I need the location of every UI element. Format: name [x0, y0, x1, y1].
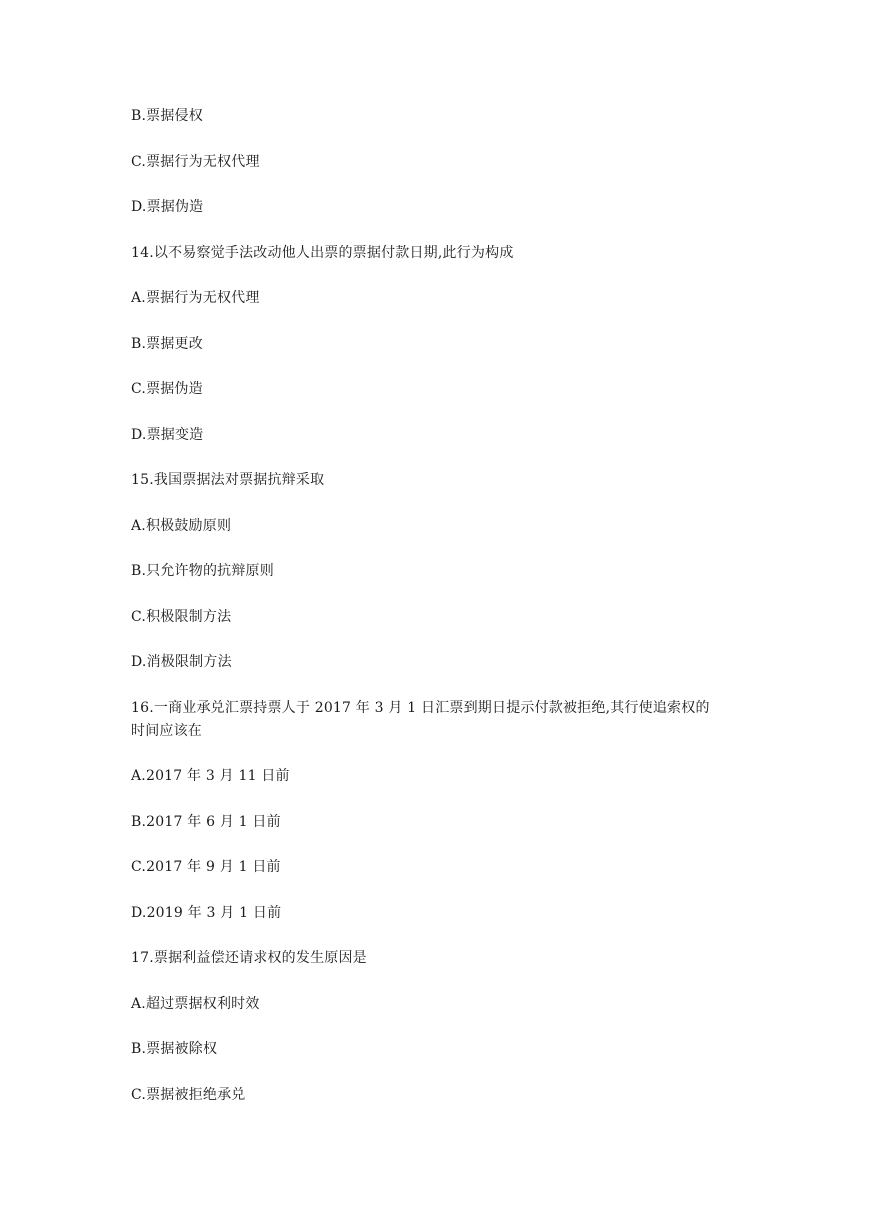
q15-option-c: C.积极限制方法 [131, 609, 232, 625]
q15-option-a: A.积极鼓励原则 [131, 518, 232, 534]
q17-stem: 17.票据利益偿还请求权的发生原因是 [131, 950, 367, 966]
q16-option-a: A.2017 年 3 月 11 日前 [131, 768, 290, 784]
q16-option-d: D.2019 年 3 月 1 日前 [131, 905, 282, 921]
q13-option-c: C.票据行为无权代理 [131, 154, 260, 170]
q14-option-b: B.票据更改 [131, 336, 203, 352]
q15-option-b: B.只允许物的抗辩原则 [131, 563, 274, 579]
q14-option-d: D.票据变造 [131, 427, 204, 443]
q16-option-b: B.2017 年 6 月 1 日前 [131, 814, 281, 830]
q15-option-d: D.消极限制方法 [131, 654, 232, 670]
q13-option-d: D.票据伪造 [131, 199, 204, 215]
q14-stem: 14.以不易察觉手法改动他人出票的票据付款日期,此行为构成 [131, 245, 514, 261]
q16-option-c: C.2017 年 9 月 1 日前 [131, 859, 281, 875]
q15-stem: 15.我国票据法对票据抗辩采取 [131, 472, 325, 488]
q16-stem-line2: 时间应该在 [131, 723, 202, 739]
q16-stem-line1: 16.一商业承兑汇票持票人于 2017 年 3 月 1 日汇票到期日提示付款被拒绝,其行使追索权的 [131, 700, 710, 716]
q17-option-a: A.超过票据权利时效 [131, 996, 260, 1012]
q14-option-c: C.票据伪造 [131, 381, 203, 397]
q17-option-c: C.票据被拒绝承兑 [131, 1087, 246, 1103]
q14-option-a: A.票据行为无权代理 [131, 290, 260, 306]
q13-option-b: B.票据侵权 [131, 108, 203, 124]
q17-option-b: B.票据被除权 [131, 1041, 218, 1057]
